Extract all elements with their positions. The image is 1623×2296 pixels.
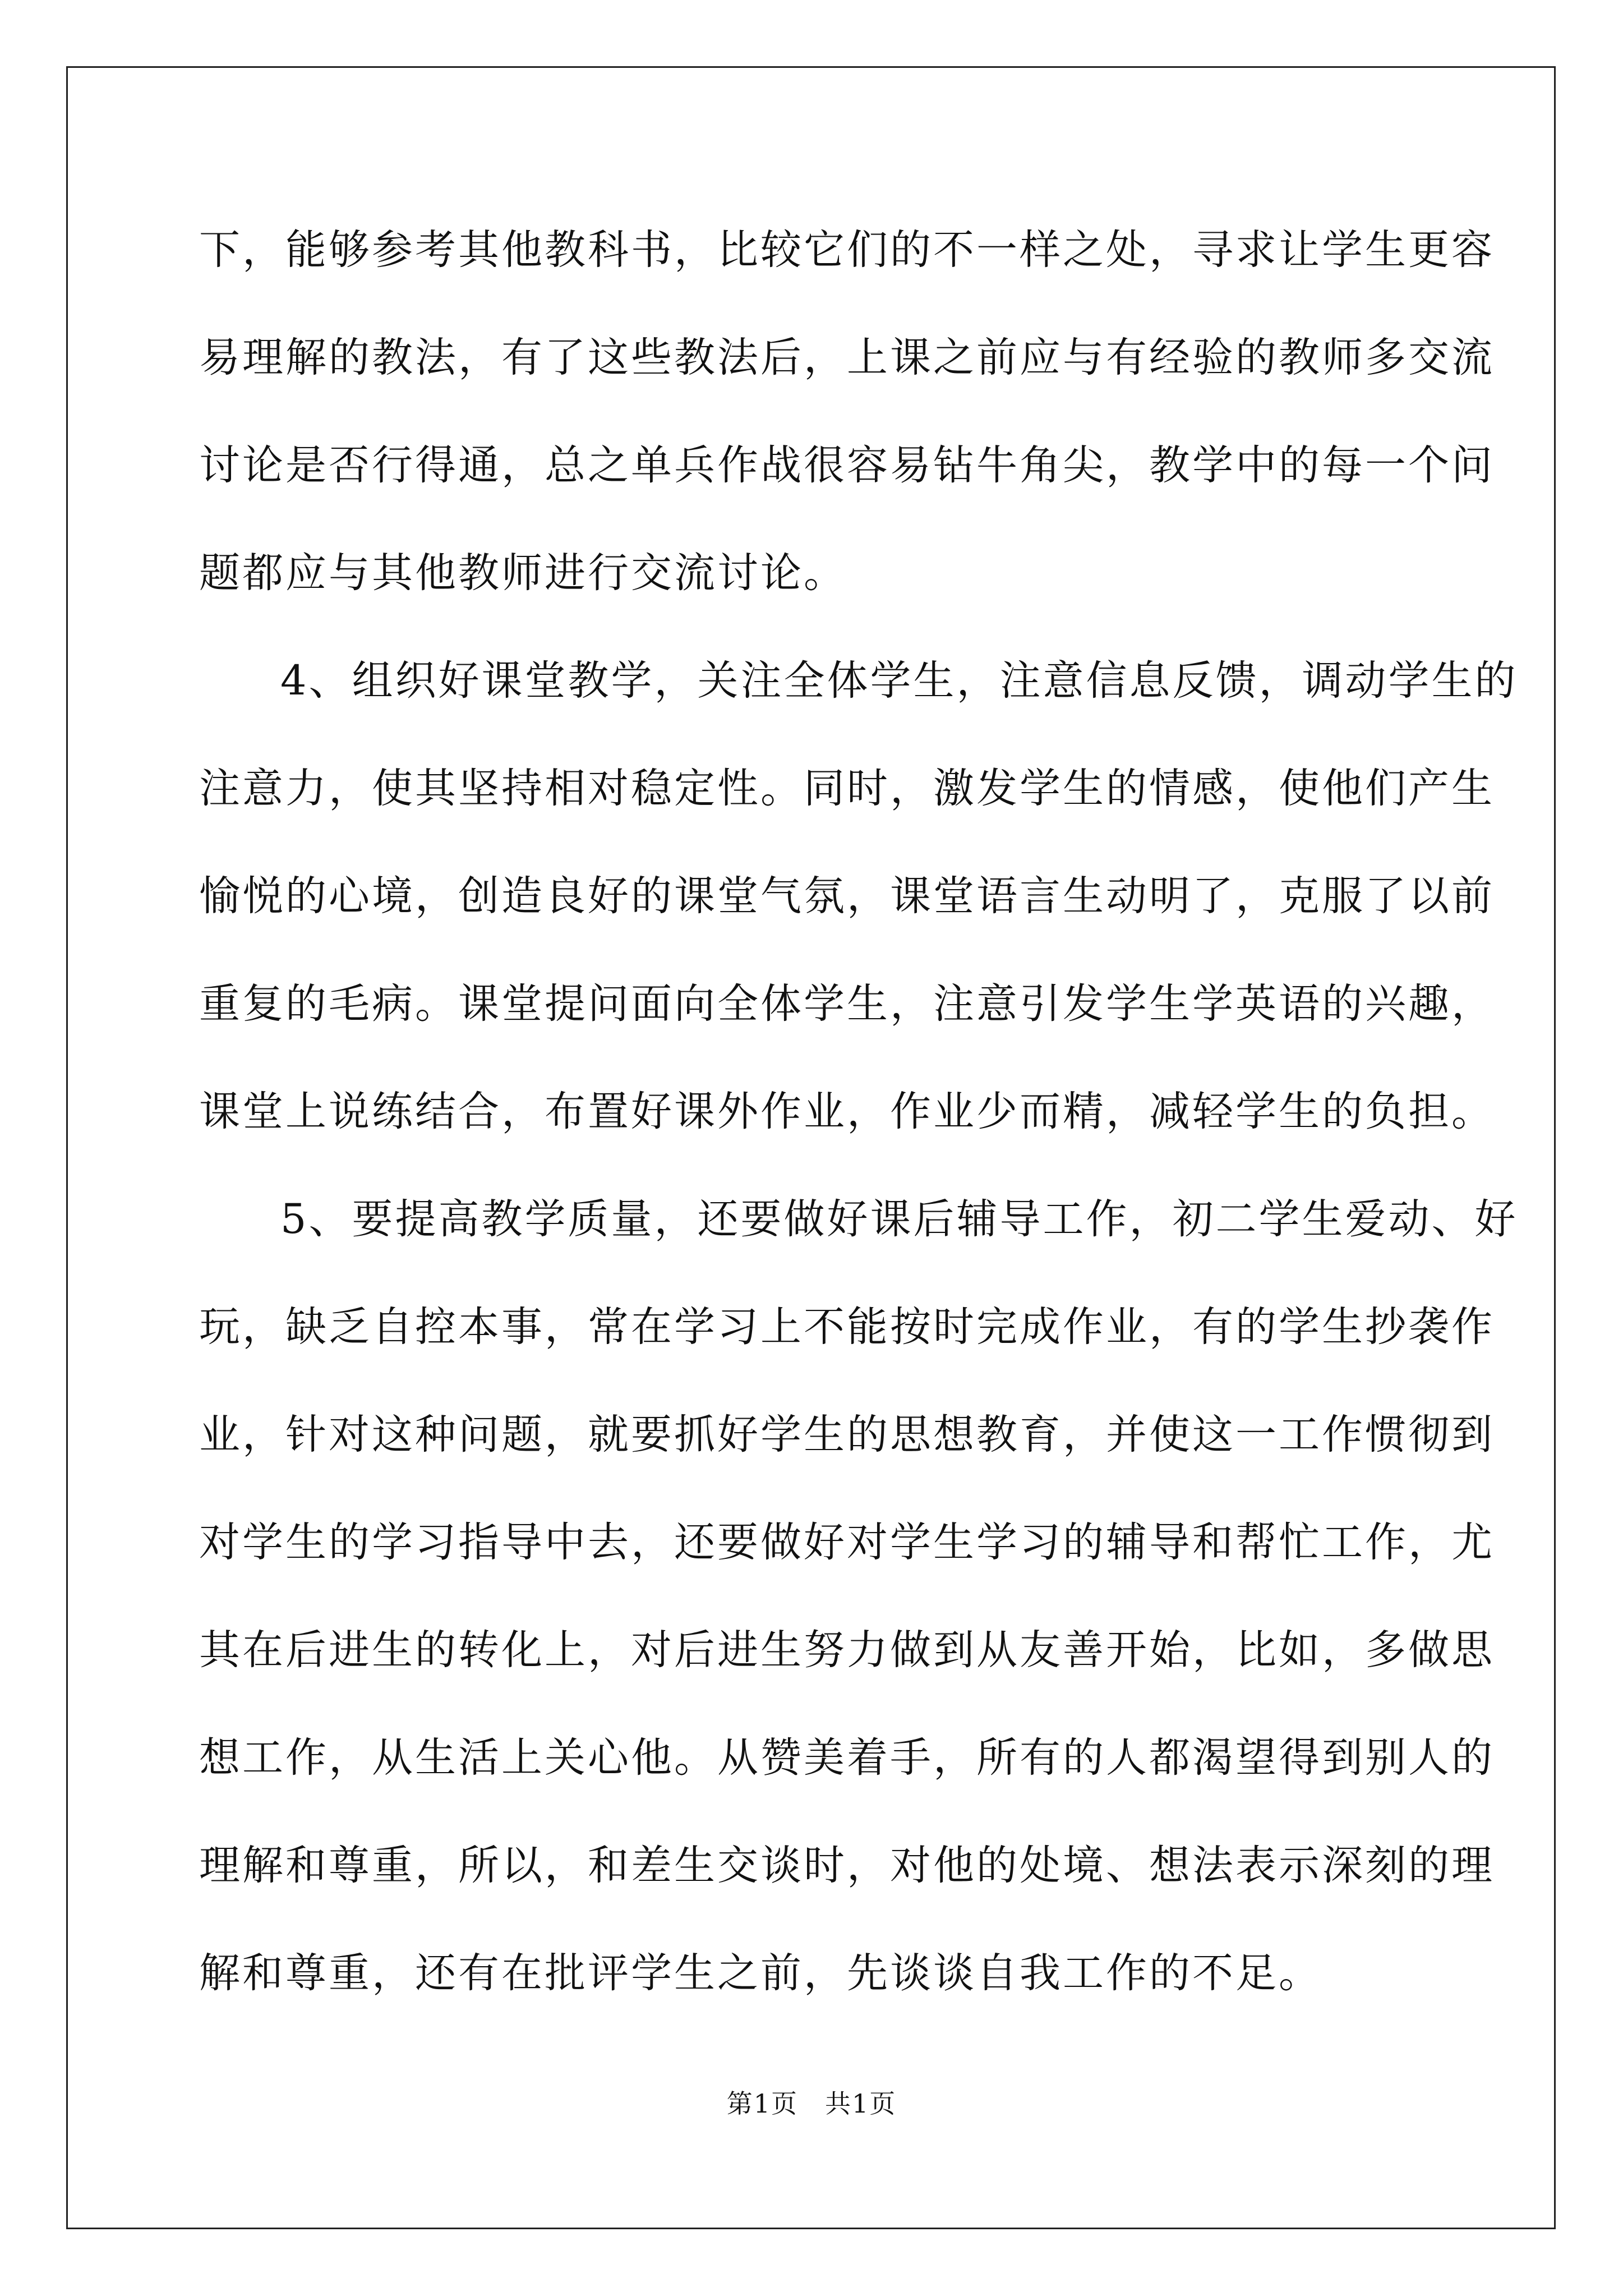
text-line: 想工作，从生活上关心他。从赞美着手，所有的人都渴望得到别人的 (199, 1734, 1495, 1782)
text-line: 课堂上说练结合，布置好课外作业，作业少而精，减轻学生的负担。 (199, 1088, 1495, 1135)
text-line: 讨论是否行得通，总之单兵作战很容易钻牛角尖，教学中的每一个问 (199, 441, 1495, 489)
text-line: 重复的毛病。课堂提问面向全体学生，注意引发学生学英语的兴趣， (199, 980, 1495, 1028)
text-line: 愉悦的心境，创造良好的课堂气氛，课堂语言生动明了，克服了以前 (199, 872, 1495, 920)
page-border (66, 66, 1556, 2229)
text-line: 业，针对这种问题，就要抓好学生的思想教育，并使这一工作惯彻到 (199, 1411, 1495, 1458)
text-line: 玩，缺乏自控本事，常在学习上不能按时完成作业，有的学生抄袭作 (199, 1303, 1495, 1351)
text-line: 易理解的教法，有了这些教法后，上课之前应与有经验的教师多交流 (199, 334, 1495, 381)
page-number-footer: 第1页 共1页 (726, 2088, 897, 2119)
paragraph-5-first-line: 5、要提高教学质量，还要做好课后辅导工作，初二学生爱动、好 (280, 1195, 1518, 1243)
text-line: 对学生的学习指导中去，还要做好对学生学习的辅导和帮忙工作，尤 (199, 1519, 1495, 1566)
text-line: 理解和尊重，所以，和差生交谈时，对他的处境、想法表示深刻的理 (199, 1842, 1495, 1889)
text-line: 题都应与其他教师进行交流讨论。 (199, 549, 847, 597)
paragraph-4-first-line: 4、组织好课堂教学，关注全体学生，注意信息反馈，调动学生的 (280, 657, 1518, 705)
text-line: 下，能够参考其他教科书，比较它们的不一样之处，寻求让学生更容 (199, 226, 1495, 274)
text-line: 解和尊重，还有在批评学生之前，先谈谈自我工作的不足。 (199, 1949, 1322, 1997)
text-line: 注意力，使其坚持相对稳定性。同时，激发学生的情感，使他们产生 (199, 765, 1495, 812)
text-line: 其在后进生的转化上，对后进生努力做到从友善开始，比如，多做思 (199, 1626, 1495, 1674)
